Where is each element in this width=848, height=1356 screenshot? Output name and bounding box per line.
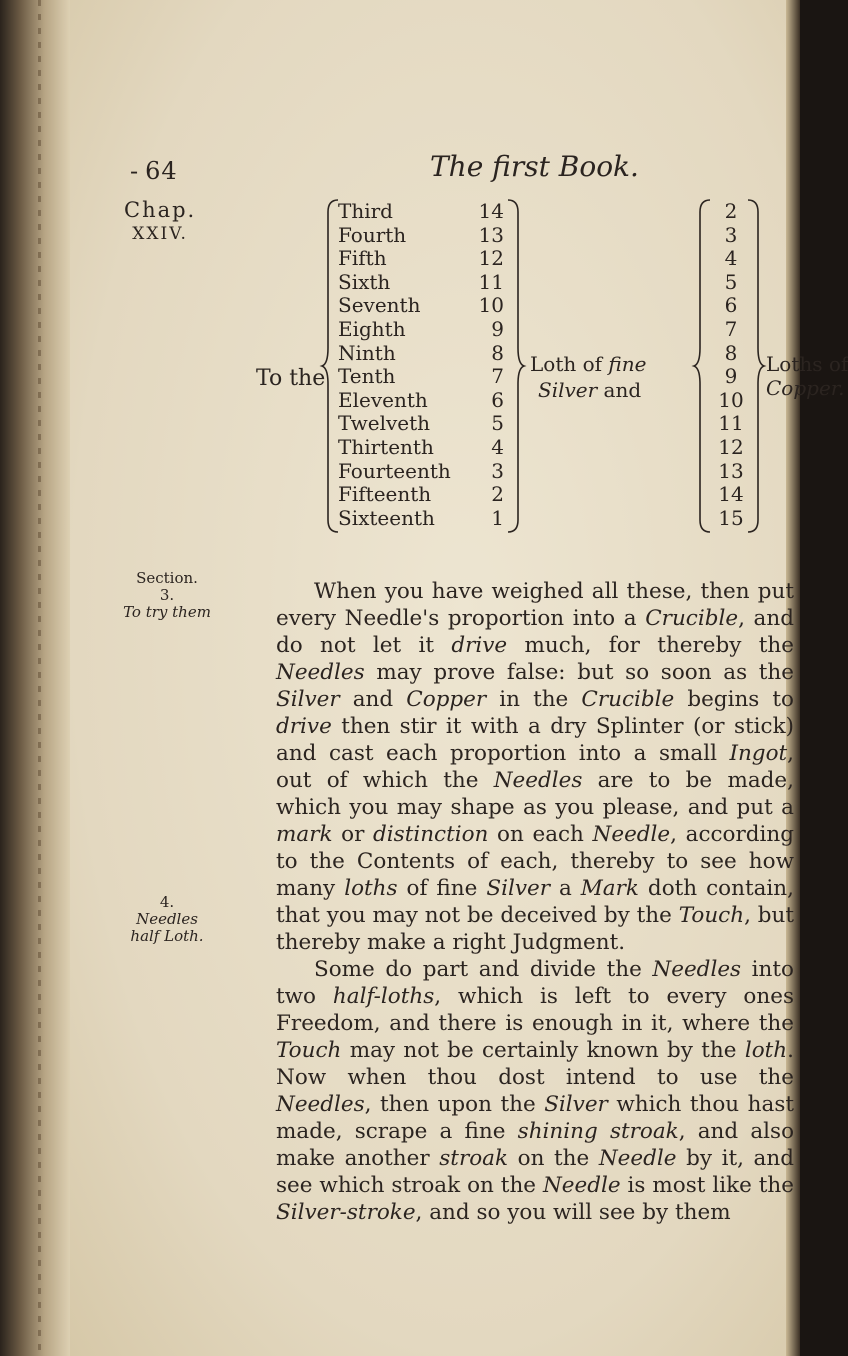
margin-note-section — [112, 570, 222, 621]
italic-run: Touch — [276, 1038, 342, 1063]
silver-value: 11 — [478, 269, 504, 294]
ordinal-entry: Third — [338, 199, 393, 223]
copper-right-brace — [746, 198, 766, 534]
italic-run: Needles — [652, 957, 742, 982]
copper-value: 9 — [724, 364, 738, 389]
text-run: Some do part and divide the — [314, 957, 653, 982]
text-run: then stir it with a dry Splinter (or stick) and cast each proportion into a small — [276, 714, 794, 766]
text-run: , and so you will see by them — [415, 1200, 731, 1225]
italic-run: Needles — [276, 1092, 365, 1117]
loth-of-fine-label: Loth of fine — [530, 352, 647, 376]
loths-of-copper-label — [766, 352, 848, 400]
text-run: , but thereby make a right Judgment. — [276, 903, 794, 955]
italic-run: distinction — [373, 822, 489, 847]
paragraph-2 — [276, 956, 794, 1226]
ordinal-entry: Fifteenth — [338, 482, 432, 507]
section-caption: To try them — [123, 603, 211, 621]
text-run: is most like the — [620, 1173, 794, 1198]
italic-run: Crucible — [645, 606, 739, 631]
section-number: 3. — [159, 586, 175, 604]
italic-run: Needles — [493, 768, 583, 793]
text-run: into two — [276, 957, 794, 1009]
text-run: by it, and see which stroak on the — [276, 1146, 794, 1198]
text-run: begins to — [674, 687, 794, 712]
italic-run: drive — [276, 714, 332, 739]
text-run: may not be certainly known by the — [341, 1038, 745, 1063]
silver-value: 6 — [491, 387, 504, 412]
text-run: , which is left to every ones Freedom, and there is enough in it, where the — [276, 984, 794, 1036]
copper-value: 10 — [718, 387, 744, 412]
silver-value-list — [476, 200, 504, 530]
text-run: may prove false: but so soon as the — [364, 660, 794, 685]
italic-run: Copper — [406, 687, 487, 712]
book-spine-gutter — [0, 0, 70, 1356]
ordinal-entry: Eleventh — [338, 387, 428, 412]
text-run: are to be made, which you may shape as you please, and put a — [276, 768, 794, 820]
running-head: The first Book. — [430, 150, 639, 183]
chapter-number: XXIV. — [132, 224, 188, 244]
copper-value: 5 — [724, 269, 738, 294]
italic-run: Crucible — [581, 687, 675, 712]
ordinal-entry: Sixteenth — [338, 505, 435, 530]
copper-left-brace — [692, 198, 712, 534]
note-line-1: Needles — [136, 910, 198, 928]
copper-value: 12 — [718, 434, 744, 459]
loths-of-label: Loths of — [766, 352, 848, 376]
italic-run: drive — [451, 633, 508, 658]
text-run: , according to the Contents of each, thereby to see how many — [276, 822, 794, 901]
text-run: a — [549, 876, 581, 901]
silver-value: 12 — [478, 246, 504, 271]
note-line-2: half Loth. — [130, 927, 204, 945]
silver-value: 1 — [491, 505, 504, 530]
italic-run: Silver — [486, 876, 550, 901]
text-run: , and do not let it — [276, 606, 794, 658]
ordinal-entry: Sixth — [338, 269, 391, 294]
text-run: on each — [488, 822, 593, 847]
ordinal-entry: Fourteenth — [338, 458, 451, 483]
text-run: When you have weighed all these, then put every Needle's proportion into a — [276, 579, 794, 631]
copper-value: 13 — [718, 458, 744, 483]
italic-run: Silver — [544, 1092, 608, 1117]
italic-run: Needle — [542, 1173, 621, 1198]
italic-run: Silver-stroke — [276, 1200, 416, 1225]
italic-run: Silver — [276, 687, 340, 712]
copper-value: 7 — [724, 316, 738, 341]
margin-note-half-loth — [112, 894, 222, 945]
text-run: doth contain, that you may not be deceived by the — [276, 876, 794, 928]
copper-value: 14 — [718, 482, 744, 507]
silver-value: 13 — [478, 222, 504, 247]
italic-run: Mark — [580, 876, 639, 901]
silver-and-label: Silver and — [538, 378, 642, 402]
ordinal-entry: Fifth — [338, 246, 387, 271]
silver-value: 5 — [491, 411, 504, 436]
text-run: and — [339, 687, 407, 712]
ordinal-entry: Tenth — [338, 364, 396, 389]
text-run: . Now when thou dost intend to use the — [276, 1038, 794, 1090]
ordinal-entry: Seventh — [338, 293, 421, 318]
paragraph-1 — [276, 578, 794, 956]
ordinal-list — [338, 200, 451, 530]
copper-value: 3 — [724, 222, 738, 247]
chapter-label — [124, 198, 196, 246]
text-run: which thou hast made, scrape a fine — [276, 1092, 794, 1144]
silver-value: 10 — [478, 293, 504, 318]
page-number: - 64 — [130, 157, 178, 185]
chapter-word: Chap. — [124, 198, 197, 222]
silver-value: 9 — [491, 316, 504, 341]
ordinal-entry: Thirtenth — [338, 434, 434, 459]
table-to-the-label: To the — [256, 366, 326, 391]
silver-value: 14 — [478, 199, 504, 223]
ordinal-entry: Ninth — [338, 340, 396, 365]
copper-value: 8 — [724, 340, 738, 365]
copper-value: 11 — [718, 411, 744, 436]
copper-label: Copper. — [766, 376, 845, 400]
italic-run: Needle — [598, 1146, 677, 1171]
italic-run: half-loths — [332, 984, 435, 1009]
copper-value: 2 — [724, 199, 738, 223]
silver-value: 2 — [491, 482, 504, 507]
silver-brace — [506, 198, 526, 534]
text-run: , and also make another — [276, 1119, 795, 1171]
text-run: , then upon the — [364, 1092, 545, 1117]
silver-value: 3 — [491, 458, 504, 483]
section-word: Section. — [136, 569, 198, 587]
italic-run: stroak — [439, 1146, 509, 1171]
italic-run: Ingot — [729, 741, 788, 766]
ordinal-entry: Eighth — [338, 316, 406, 341]
italic-run: Needle — [592, 822, 671, 847]
text-run: on the — [508, 1146, 599, 1171]
italic-run: Touch — [678, 903, 745, 928]
italic-run: loth — [744, 1038, 788, 1063]
ordinal-entry: Twelveth — [338, 411, 431, 436]
ordinal-entry: Fourth — [338, 222, 407, 247]
copper-value: 15 — [718, 505, 744, 530]
text-run: or — [332, 822, 374, 847]
copper-value: 4 — [724, 246, 738, 271]
note-number: 4. — [159, 893, 175, 911]
text-run: much, for thereby the — [507, 633, 794, 658]
copper-value-list — [716, 200, 746, 530]
text-run: in the — [486, 687, 582, 712]
silver-value: 7 — [491, 364, 504, 389]
left-brace — [320, 198, 340, 534]
text-run: of fine — [397, 876, 487, 901]
text-run: , out of which the — [276, 741, 794, 793]
copper-value: 6 — [724, 293, 738, 318]
body-text — [276, 578, 794, 1226]
italic-run: mark — [276, 822, 333, 847]
italic-run: shining stroak — [517, 1119, 679, 1144]
italic-run: Needles — [276, 660, 365, 685]
italic-run: loths — [344, 876, 398, 901]
silver-value: 4 — [491, 434, 504, 459]
silver-value: 8 — [491, 340, 504, 365]
